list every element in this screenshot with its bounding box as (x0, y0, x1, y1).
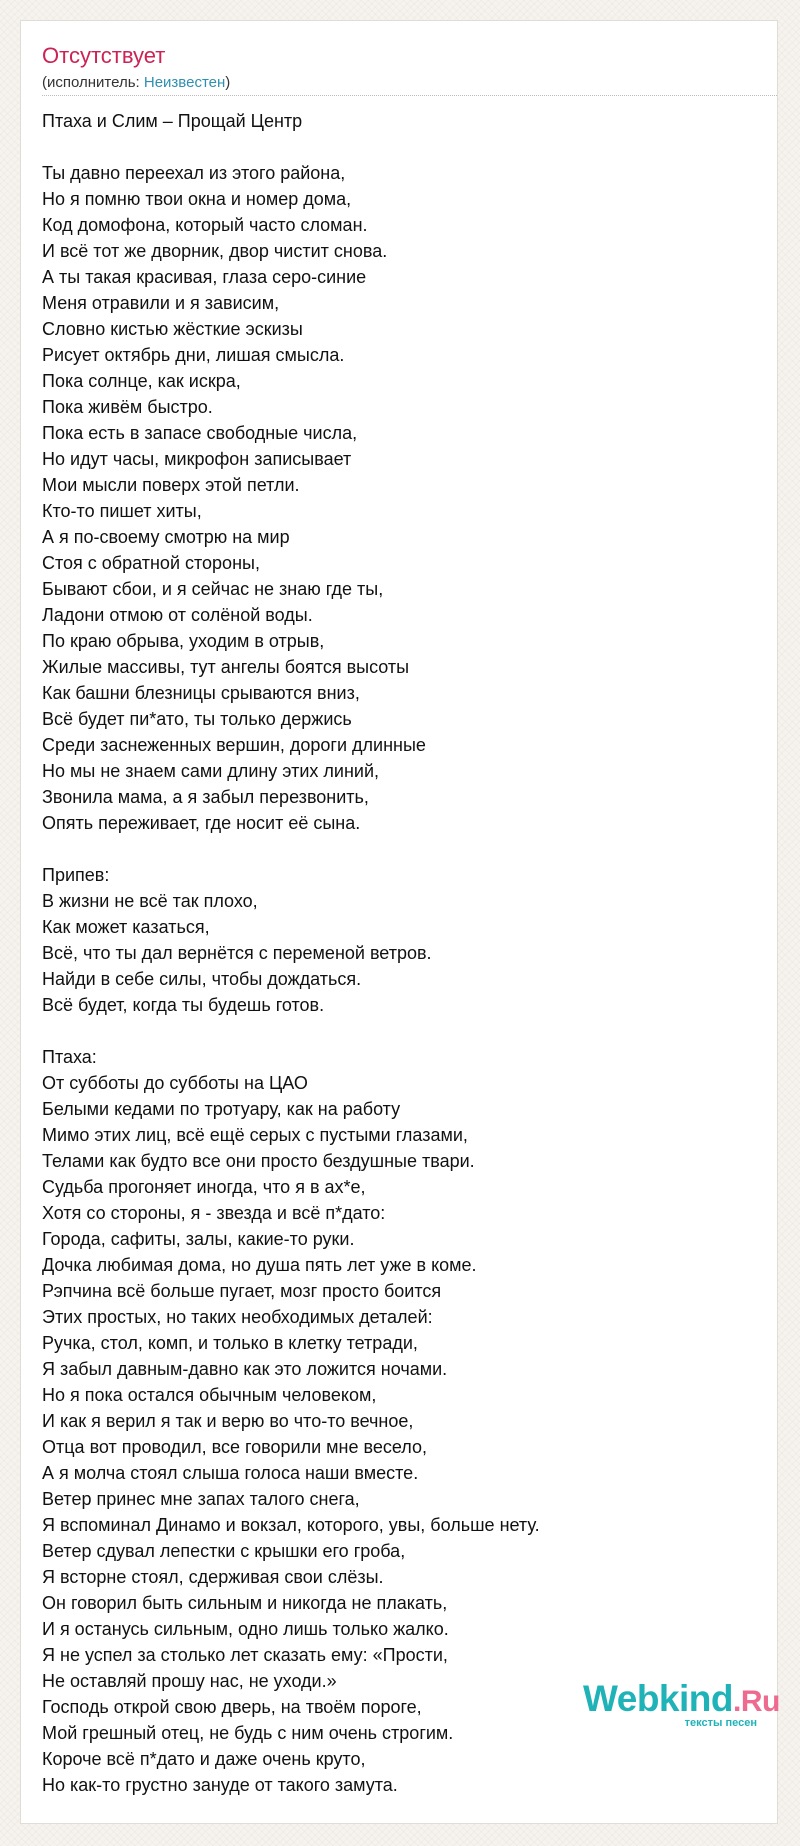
lyric-line: Ветер принес мне запах талого снега, (42, 1489, 360, 1509)
subtitle-suffix: ) (225, 74, 231, 91)
lyric-line: Кто-то пишет хиты, (42, 501, 202, 521)
lyric-blank-line (42, 134, 762, 160)
subtitle-prefix: (исполнитель: (42, 74, 144, 91)
lyric-line: Но идут часы, микрофон записывает (42, 449, 352, 469)
lyric-line: По краю обрыва, уходим в отрыв, (42, 631, 325, 651)
lyric-line: Не оставляй прошу нас, не уходи.» (42, 1671, 337, 1691)
lyric-line: Найди в себе силы, чтобы дождаться. (42, 969, 362, 989)
lyric-line: Как башни блезницы срываются вниз, (42, 683, 360, 703)
lyric-line: Мои мысли поверх этой петли. (42, 475, 300, 495)
lyric-line: Пока есть в запасе свободные числа, (42, 423, 358, 443)
logo-brand: Webkind (583, 1678, 733, 1719)
lyric-blank-line (42, 1018, 762, 1044)
lyric-line: Он говорил быть сильным и никогда не плакать, (42, 1593, 448, 1613)
lyric-line: Мимо этих лиц, всё ещё серых с пустыми глазами, (42, 1125, 468, 1145)
lyric-line: Ладони отмою от солёной воды. (42, 605, 313, 625)
lyric-line: А ты такая красивая, глаза серо-синие (42, 267, 367, 287)
lyric-line: Ручка, стол, комп, и только в клетку тетради, (42, 1333, 418, 1353)
lyric-line: И как я верил я так и верю во что-то вечное, (42, 1411, 414, 1431)
lyric-line: Белыми кедами по тротуару, как на работу (42, 1099, 401, 1119)
lyric-line: Мой грешный отец, не будь с ним очень строгим. (42, 1723, 454, 1743)
lyric-line: Всё будет пи*ато, ты только держись (42, 709, 352, 729)
lyric-line: Этих простых, но таких необходимых деталей: (42, 1307, 433, 1327)
lyric-line: Я забыл давным-давно как это ложится ночами. (42, 1359, 448, 1379)
logo-tagline: тексты песен (684, 1717, 757, 1729)
lyric-line: Код домофона, который часто сломан. (42, 215, 368, 235)
lyric-blank-line (42, 836, 762, 862)
lyric-line: Меня отравили и я зависим, (42, 293, 280, 313)
lyric-line: В жизни не всё так плохо, (42, 891, 258, 911)
logo-wordmark (583, 1679, 780, 1722)
lyric-line: Телами как будто все они просто бездушные твари. (42, 1151, 475, 1171)
lyric-line: Но я помню твои окна и номер дома, (42, 189, 352, 209)
lyric-line: Но я пока остался обычным человеком, (42, 1385, 377, 1405)
lyric-line: Короче всё п*дато и даже очень круто, (42, 1749, 366, 1769)
logo-tld: .Ru (733, 1685, 780, 1718)
lyric-line: Я вспоминал Динамо и вокзал, которого, увы, больше нету. (42, 1515, 540, 1535)
song-title: Отсутствует (42, 43, 166, 68)
lyric-line: Припев: (42, 865, 110, 885)
lyric-line: Пока солнце, как искра, (42, 371, 241, 391)
lyric-line: Стоя с обратной стороны, (42, 553, 260, 573)
lyric-line: Ветер сдувал лепестки с крышки его гроба, (42, 1541, 406, 1561)
lyric-line: Рэпчина всё больше пугает, мозг просто боится (42, 1281, 442, 1301)
lyric-line: А я молча стоял слыша голоса наши вместе. (42, 1463, 419, 1483)
lyric-line: Всё будет, когда ты будешь готов. (42, 995, 325, 1015)
lyric-line: Пока живём быстро. (42, 397, 213, 417)
lyric-line: И я останусь сильным, одно лишь только жалко. (42, 1619, 449, 1639)
lyric-line: Отца вот проводил, все говорили мне весело, (42, 1437, 427, 1457)
lyric-line: Звонила мама, а я забыл перезвонить, (42, 787, 369, 807)
lyric-line: И всё тот же дворник, двор чистит снова. (42, 241, 388, 261)
lyric-line: Птаха: (42, 1047, 97, 1067)
artist-link[interactable]: Неизвестен (143, 74, 226, 91)
lyric-line: Хотя со стороны, я - звезда и всё п*дато: (42, 1203, 386, 1223)
lyric-line: Бывают сбои, и я сейчас не знаю где ты, (42, 579, 384, 599)
lyric-line: Я всторне стоял, сдерживая свои слёзы. (42, 1567, 384, 1587)
lyric-line: А я по-своему смотрю на мир (42, 527, 290, 547)
site-logo[interactable] (583, 1678, 780, 1731)
lyric-line: Я не успел за столько лет сказать ему: «Прости, (42, 1645, 448, 1665)
lyrics-card (20, 20, 778, 1824)
lyric-line: Всё, что ты дал вернётся с переменой ветров. (42, 943, 432, 963)
lyric-line: Судьба прогоняет иногда, что я в ах*е, (42, 1177, 366, 1197)
lyric-line: Как может казаться, (42, 917, 210, 937)
lyric-line: Жилые массивы, тут ангелы боятся высоты (42, 657, 410, 677)
lyric-line: От субботы до субботы на ЦАО (42, 1073, 308, 1093)
lyric-line: Словно кистью жёсткие эскизы (42, 319, 303, 339)
lyric-line: Опять переживает, где носит её сына. (42, 813, 361, 833)
lyric-line: Ты давно переехал из этого района, (42, 163, 346, 183)
lyric-line: Птаха и Слим – Прощай Центр (42, 111, 303, 131)
song-subtitle (42, 74, 230, 92)
lyrics-text (42, 108, 762, 1798)
title-divider (42, 95, 777, 96)
lyric-line: Но как-то грустно зануде от такого замута. (42, 1775, 398, 1795)
lyric-line: Города, сафиты, залы, какие-то руки. (42, 1229, 355, 1249)
lyric-line: Среди заснеженных вершин, дороги длинные (42, 735, 426, 755)
lyric-line: Но мы не знаем сами длину этих линий, (42, 761, 380, 781)
lyric-line: Рисует октябрь дни, лишая смысла. (42, 345, 345, 365)
lyric-line: Господь открой свою дверь, на твоём пороге, (42, 1697, 422, 1717)
lyric-line: Дочка любимая дома, но душа пять лет уже в коме. (42, 1255, 477, 1275)
